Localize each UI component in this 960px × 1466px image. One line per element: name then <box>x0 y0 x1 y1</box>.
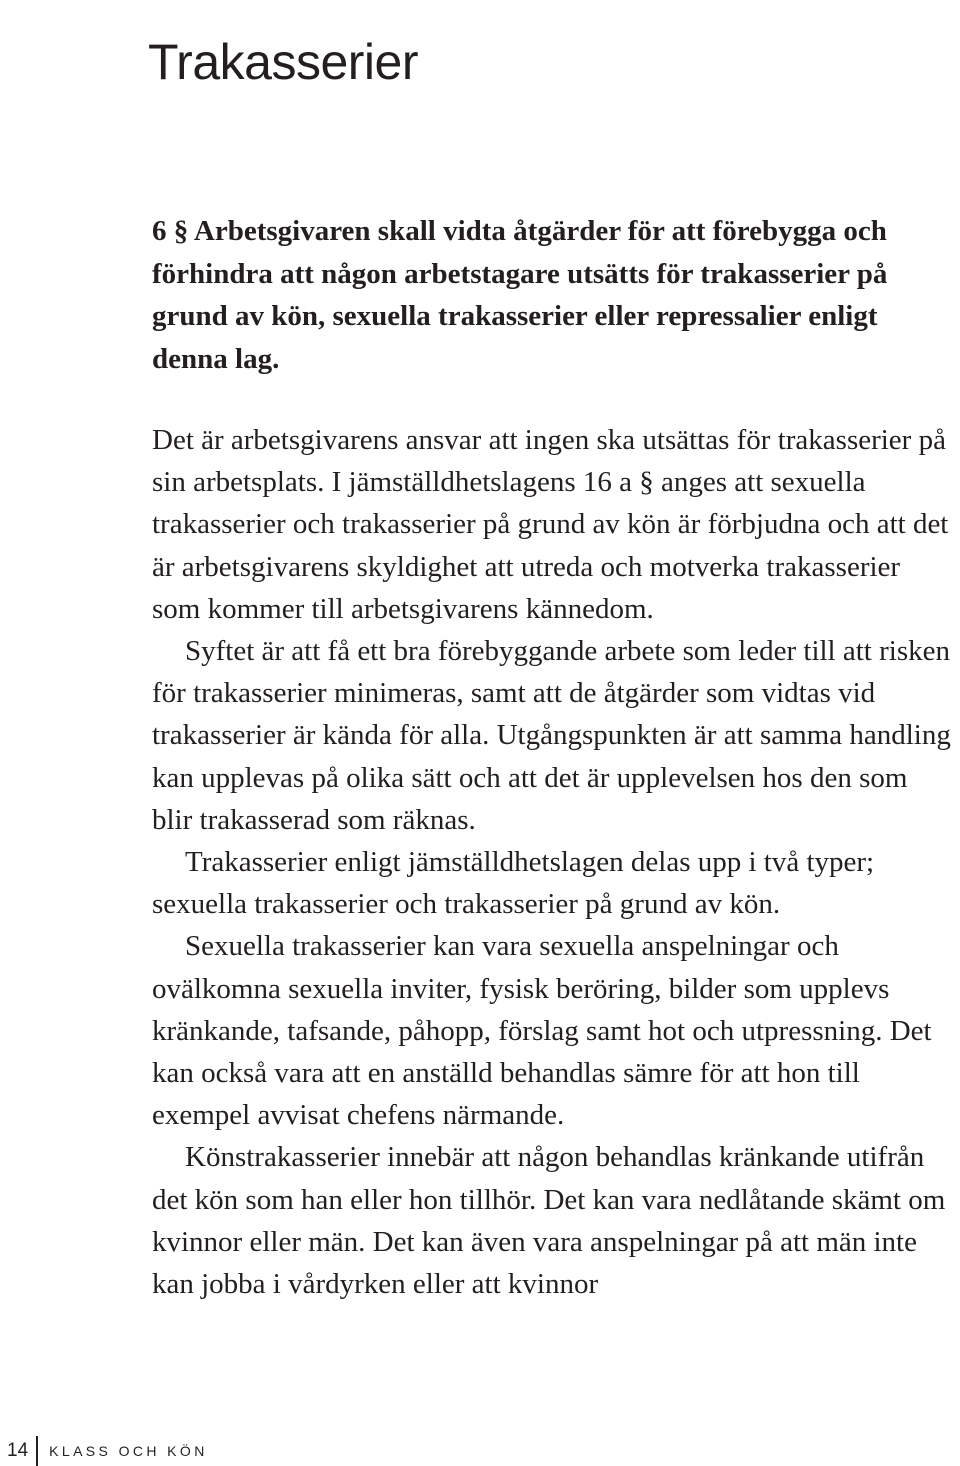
page-title: Trakasserier <box>148 33 418 90</box>
page-footer <box>0 1436 208 1466</box>
law-quote: 6 § Arbetsgivaren skall vidta åtgärder för att förebygga och förhindra att någon arbetstagare utsätts för trakasserier på grund av kön, sexuella trakasserier eller repressalier enligt denna lag. <box>152 215 888 375</box>
paragraph-sexual-harassment: Sexuella trakasserier kan vara sexuella anspelningar och ovälkomna sexuella inviter, fysisk beröring, bilder som upplevs kränkande, tafsande, påhopp, förslag samt hot och utpressning. Det kan också vara att en anställd behandlas sämre för att hon till exempel avvisat chefens närmande. <box>152 930 932 1132</box>
body-text <box>152 419 952 1305</box>
paragraph-purpose: Syftet är att få ett bra förebyggande arbete som leder till att risken för trakasserier minimeras, samt att de åtgärder som vidtas vid trakasserier är kända för alla. Utgångspunkten är att samma handling kan upplevas på olika sätt och att det är upplevelsen hos den som blir trakasserad som räknas. <box>152 635 951 836</box>
page-number: 14 <box>7 1440 29 1461</box>
paragraph-responsibility: Det är arbetsgivarens ansvar att ingen ska utsättas för trakasserier på sin arbetsplats. I jämställdhetslagens 16 a § anges att sexuella trakasserier och trakasserier på grund av kön är förbjudna och att det är arbetsgivarens skyldighet att utreda och motverka trakasserier som kommer till arbetsgivarens kännedom. <box>152 424 949 625</box>
paragraph-types: Trakasserier enligt jämställdhetslagen delas upp i två typer; sexuella trakasserier och trakasserier på grund av kön. <box>152 846 875 921</box>
running-title: KLASS OCH KÖN <box>49 1443 208 1459</box>
paragraph-gender-harassment: Könstrakasserier innebär att någon behandlas kränkande utifrån det kön som han eller hon tillhör. Det kan vara nedlåtande skämt om kvinnor eller män. Det kan även vara anspelningar på att män inte kan jobba i vårdyrken eller att kvinnor <box>152 1141 946 1301</box>
